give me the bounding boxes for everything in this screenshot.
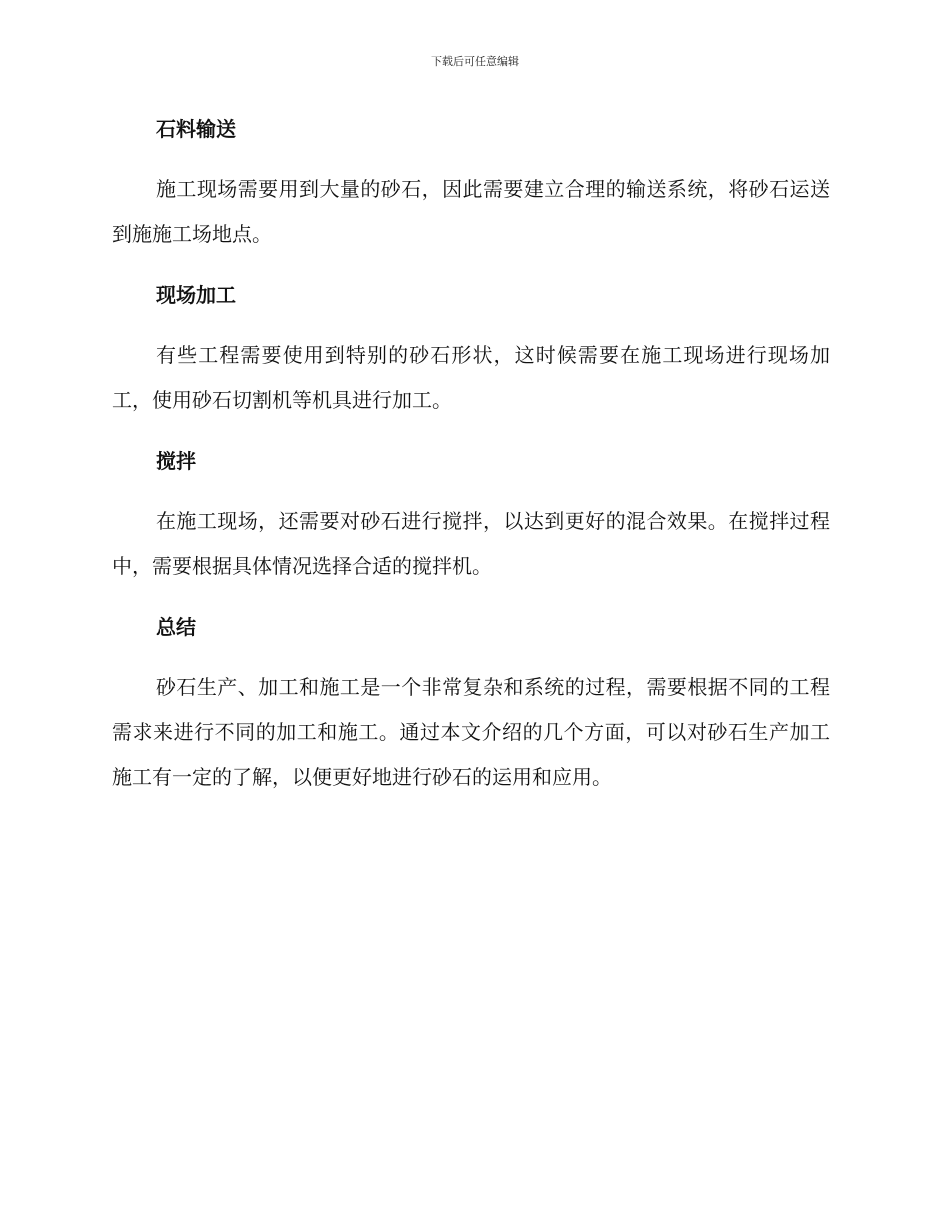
section-summary xyxy=(112,611,830,800)
section-stone-conveying xyxy=(112,113,830,257)
section-heading: 搅拌 xyxy=(156,449,196,473)
section-paragraph: 有些工程需要使用到特别的砂石形状，这时候需要在施工现场进行现场加工，使用砂石切割机等机具进行加工。 xyxy=(112,343,830,412)
section-heading: 现场加工 xyxy=(156,283,236,307)
section-paragraph: 在施工现场，还需要对砂石进行搅拌，以达到更好的混合效果。在搅拌过程中，需要根据具体情况选择合适的搅拌机。 xyxy=(112,509,830,578)
section-paragraph: 砂石生产、加工和施工是一个非常复杂和系统的过程，需要根据不同的工程需求来进行不同的加工和施工。通过本文介绍的几个方面，可以对砂石生产加工施工有一定的了解，以便更好地进行砂石的运用和应用。 xyxy=(112,675,830,789)
section-onsite-processing xyxy=(112,279,830,423)
page-header: 下载后可任意编辑 xyxy=(431,55,519,68)
section-mixing xyxy=(112,445,830,589)
section-heading: 总结 xyxy=(156,615,196,639)
section-paragraph: 施工现场需要用到大量的砂石，因此需要建立合理的输送系统，将砂石运送到施施工场地点。 xyxy=(112,177,830,246)
document-body xyxy=(112,113,830,822)
section-heading: 石料输送 xyxy=(156,117,236,141)
